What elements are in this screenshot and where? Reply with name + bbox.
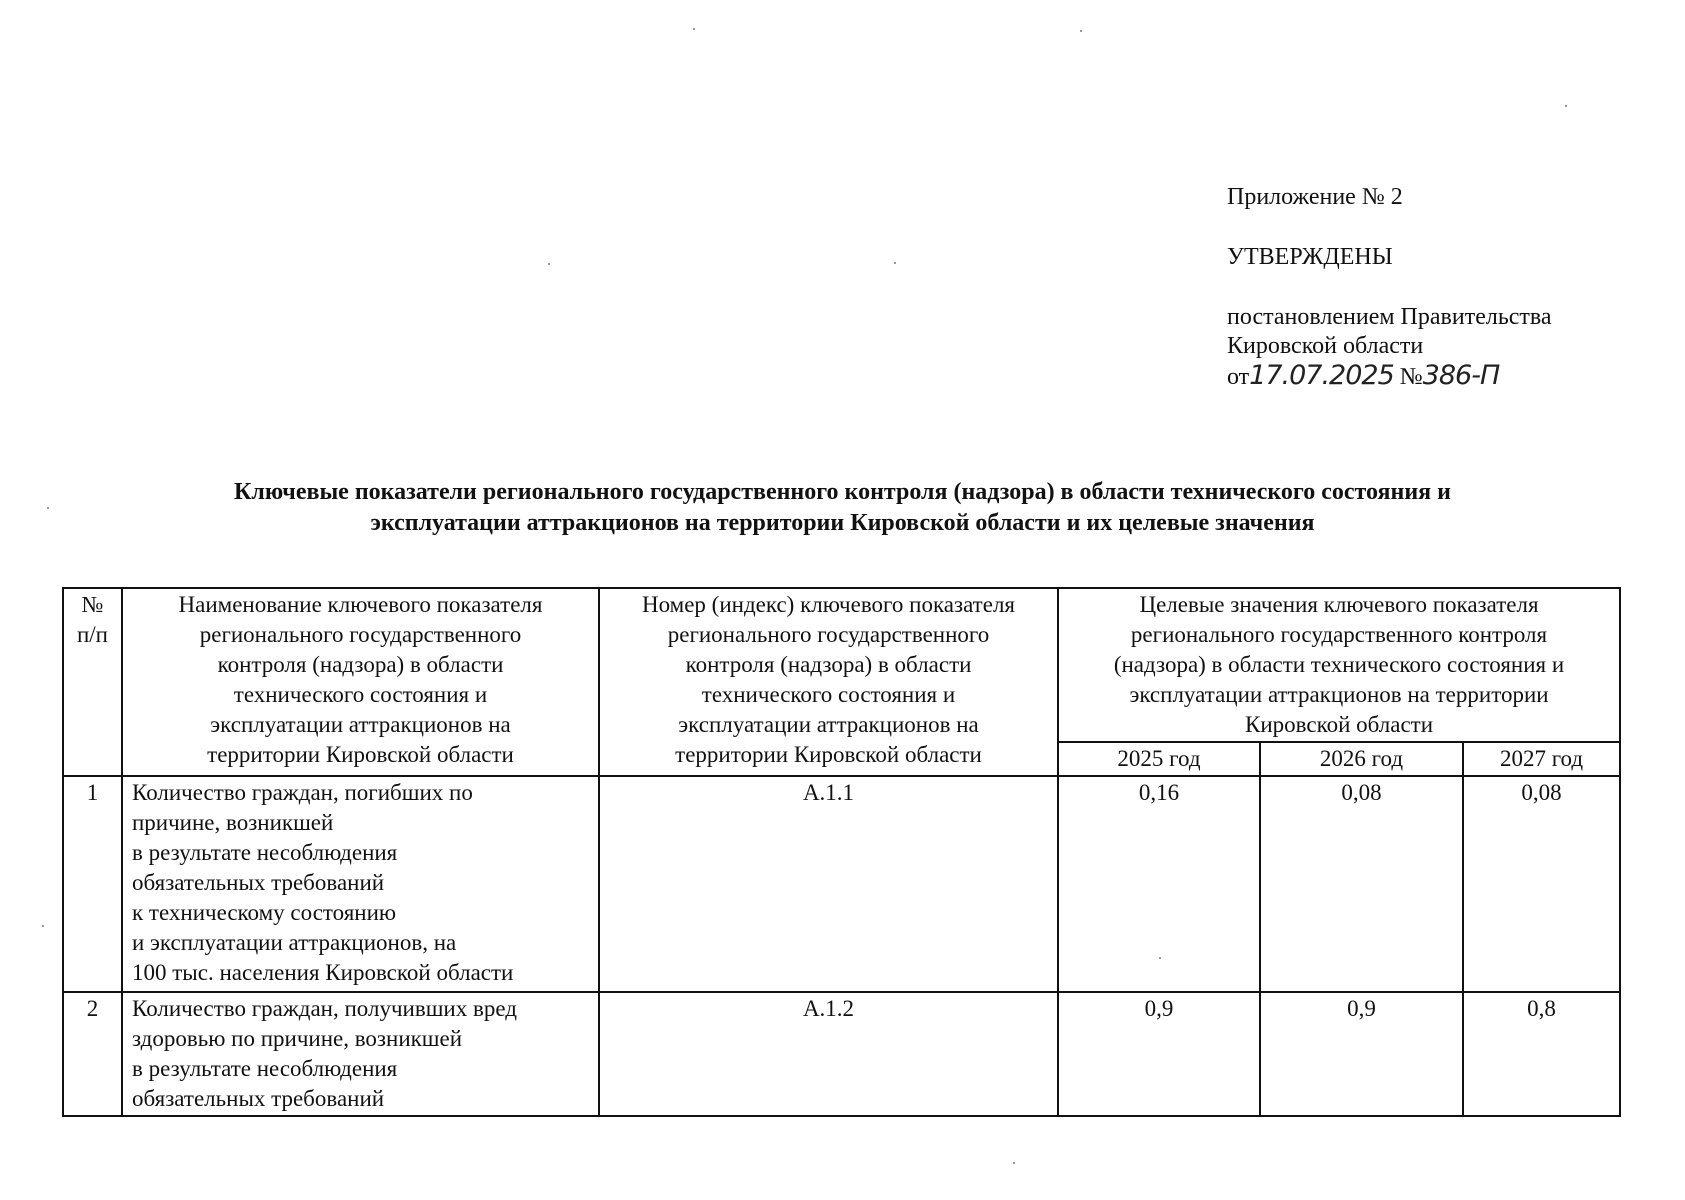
header-name-line: контроля (надзора) в области — [217, 652, 504, 677]
header-year-2026: 2026 год — [1260, 742, 1463, 776]
resolution-line-1: постановлением Правительства — [1227, 304, 1552, 330]
scan-speck — [42, 925, 44, 927]
row-indicator-name — [122, 776, 599, 992]
document-title — [70, 477, 1615, 539]
row-num: 2 — [63, 992, 122, 1116]
header-index-line: Номер (индекс) ключевого показателя — [642, 592, 1015, 617]
header-year-2027: 2027 год — [1463, 742, 1620, 776]
row-name-line: к техническому состоянию — [132, 900, 397, 925]
header-index-line: территории Кировской области — [675, 742, 982, 767]
date-prefix: от — [1227, 364, 1250, 390]
header-target-line: Целевые значения ключевого показателя — [1139, 592, 1539, 617]
header-target-line: (надзора) в области технического состояния и — [1113, 652, 1565, 677]
row-num: 1 — [63, 776, 122, 992]
header-index-line: контроля (надзора) в области — [685, 652, 972, 677]
header-num-line-2: п/п — [76, 622, 108, 647]
scan-speck — [548, 263, 550, 265]
scan-speck — [894, 262, 896, 264]
scan-speck — [1080, 30, 1082, 32]
row-name-line: обязательных требований — [132, 870, 385, 895]
row-name-line: и эксплуатации аттракционов, на — [132, 930, 457, 955]
row-name-line: обязательных требований — [132, 1086, 385, 1111]
row-value-2025: 0,9 — [1058, 992, 1260, 1116]
row-name-line: в результате несоблюдения — [132, 1056, 398, 1081]
kpi-table — [62, 587, 1621, 1117]
approved-label: УТВЕРЖДЕНЫ — [1227, 244, 1393, 270]
header-name-line: технического состояния и — [233, 682, 488, 707]
row-name-line: Количество граждан, получивших вред — [132, 996, 517, 1021]
scan-speck — [1159, 957, 1161, 959]
handwritten-number: 386-П — [1422, 360, 1500, 391]
header-target-line: Кировской области — [1244, 712, 1434, 737]
approval-block — [1227, 183, 1667, 392]
row-indicator-name — [122, 992, 599, 1116]
header-indicator-index — [599, 588, 1058, 776]
header-target-line: эксплуатации аттракционов на территории — [1129, 682, 1549, 707]
header-year-2025: 2025 год — [1058, 742, 1260, 776]
table-row — [63, 776, 1620, 992]
header-name-line: регионального государственного — [199, 622, 522, 647]
row-index: А.1.1 — [599, 776, 1058, 992]
row-index: А.1.2 — [599, 992, 1058, 1116]
row-name-line: в результате несоблюдения — [132, 840, 398, 865]
resolution-date-line — [1227, 361, 1667, 392]
row-value-2027: 0,8 — [1463, 992, 1620, 1116]
header-num-line-1: № — [81, 592, 104, 617]
header-index-line: эксплуатации аттракционов на — [678, 712, 979, 737]
header-name-line: территории Кировской области — [207, 742, 514, 767]
handwritten-date: 17.07.2025 — [1249, 360, 1394, 391]
header-indicator-name — [122, 588, 599, 776]
appendix-label: Приложение № 2 — [1227, 184, 1403, 210]
row-name-line: 100 тыс. населения Кировской области — [132, 960, 514, 985]
header-name-line: Наименование ключевого показателя — [178, 592, 543, 617]
table-row — [63, 992, 1620, 1116]
row-value-2025: 0,16 — [1058, 776, 1260, 992]
header-target-line: регионального государственного контроля — [1130, 622, 1548, 647]
header-name-line: эксплуатации аттракционов на — [210, 712, 511, 737]
title-line-2: эксплуатации аттракционов на территории Кировской области и их целевые значения — [370, 510, 1315, 536]
number-prefix: № — [1399, 364, 1423, 390]
header-index-line: регионального государственного — [667, 622, 990, 647]
row-name-line: причине, возникшей — [132, 810, 334, 835]
scan-speck — [1565, 105, 1567, 107]
scan-speck — [1013, 1162, 1015, 1164]
row-name-line: здоровью по причине, возникшей — [132, 1026, 463, 1051]
header-row-1 — [63, 588, 1620, 742]
header-target-values — [1058, 588, 1620, 742]
title-line-1: Ключевые показатели регионального государственного контроля (надзора) в области технического состояния и — [234, 479, 1451, 505]
header-num — [63, 588, 122, 776]
row-value-2026: 0,9 — [1260, 992, 1463, 1116]
row-value-2026: 0,08 — [1260, 776, 1463, 992]
row-name-line: Количество граждан, погибших по — [132, 780, 473, 805]
resolution-line-2: Кировской области — [1227, 333, 1424, 359]
header-index-line: технического состояния и — [701, 682, 956, 707]
scan-speck — [47, 507, 49, 509]
row-value-2027: 0,08 — [1463, 776, 1620, 992]
scan-speck — [693, 28, 695, 30]
